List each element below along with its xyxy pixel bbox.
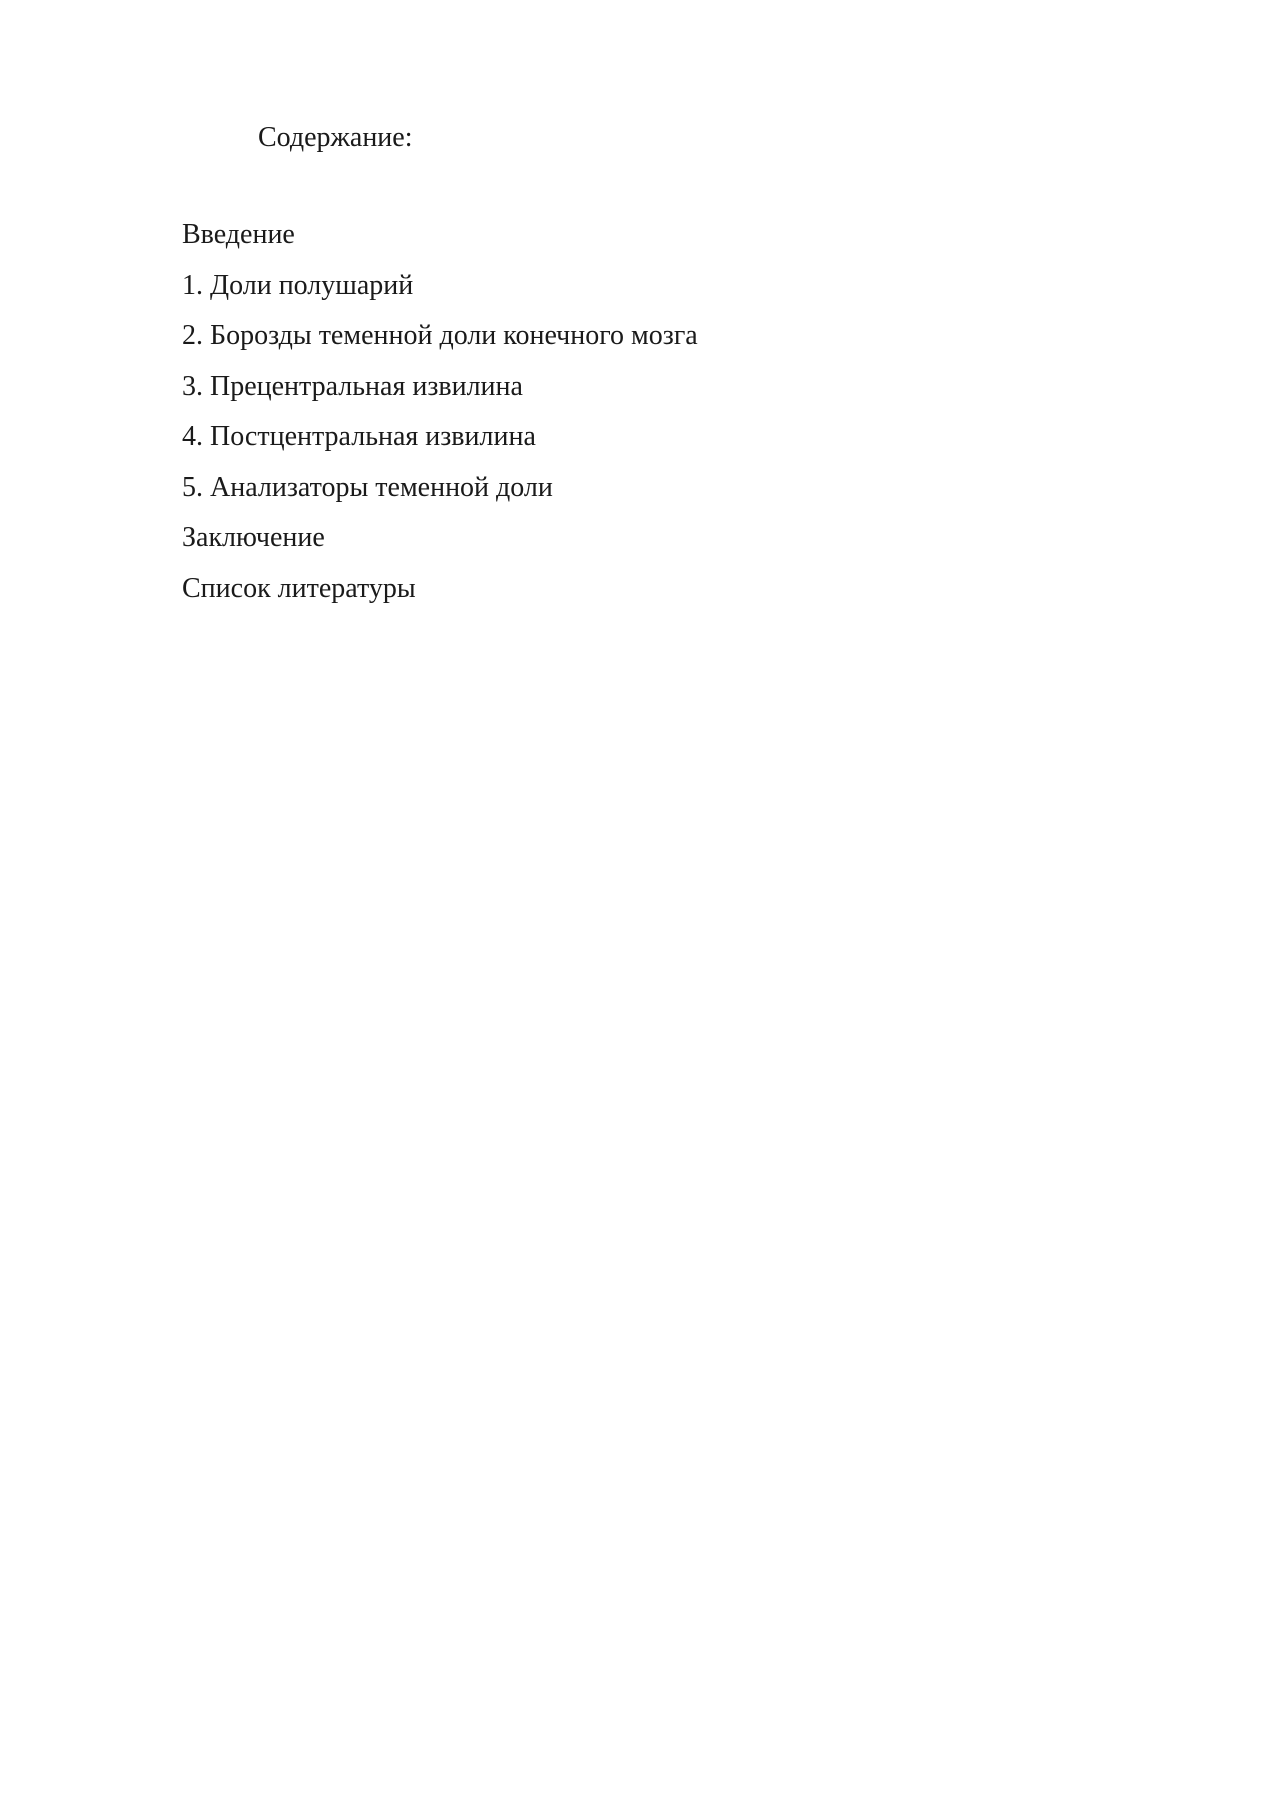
toc-item-parietal-sulci: 2. Борозды теменной доли конечного мозга bbox=[182, 320, 698, 351]
toc-item-parietal-analyzers: 5. Анализаторы теменной доли bbox=[182, 471, 553, 503]
toc-item-introduction: Введение bbox=[182, 219, 295, 250]
toc-item-hemisphere-lobes: 1. Доли полушарий bbox=[182, 269, 414, 301]
toc-item-references: Список литературы bbox=[182, 572, 416, 604]
toc-heading: Содержание: bbox=[258, 122, 413, 153]
toc-item-precentral-gyrus: 3. Прецентральная извилина bbox=[182, 370, 523, 402]
toc-item-conclusion: Заключение bbox=[182, 522, 325, 553]
toc-list bbox=[182, 210, 698, 614]
toc-item-postcentral-gyrus: 4. Постцентральная извилина bbox=[182, 421, 536, 452]
